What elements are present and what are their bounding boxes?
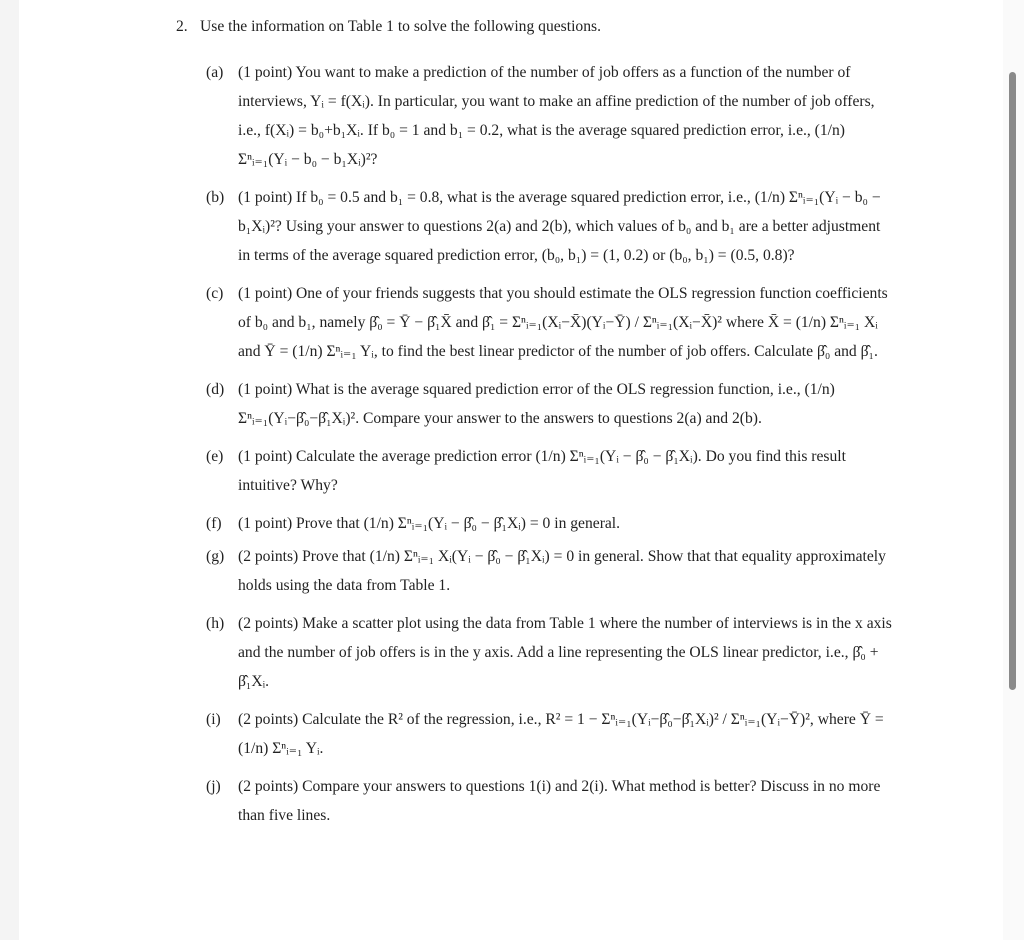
item-e — [176, 442, 896, 500]
item-label: (g) — [206, 548, 225, 565]
item-label: (h) — [206, 615, 225, 632]
item-label: (b) — [206, 189, 225, 206]
item-a — [176, 58, 896, 174]
item-label: (d) — [206, 381, 225, 398]
question-heading — [176, 12, 896, 41]
item-d — [176, 375, 896, 433]
item-label: (e) — [206, 448, 224, 465]
item-text: (2 points) Prove that (1/n) Σⁿᵢ₌₁ Xᵢ(Yᵢ − β̂₀ − β̂₁Xᵢ) = 0 in general. Show that that equality approximately holds using the data from Table 1. — [238, 548, 886, 594]
item-label: (i) — [206, 711, 221, 728]
item-text: (1 point) If b₀ = 0.5 and b₁ = 0.8, what is the average squared prediction error, i.e., (1/n) Σⁿᵢ₌₁(Yᵢ − b₀ − b₁Xᵢ)²? Using your answer to questions 2(a) and 2(b), which values of b₀ and b₁ are a better adjustment in terms of the average squared prediction error, (b₀, b₁) = (1, 0.2) or (b₀, b₁) = (0.5, 0.8)? — [238, 189, 881, 264]
item-label: (c) — [206, 285, 224, 302]
item-g — [176, 542, 896, 600]
question-content — [176, 8, 896, 839]
item-text: (2 points) Make a scatter plot using the data from Table 1 where the number of interviews is in the x axis and the number of job offers is in the y axis. Add a line representing the OLS linear predictor, i.e., β̂₀ + β̂₁Xᵢ. — [238, 615, 892, 690]
item-text: (1 point) Calculate the average prediction error (1/n) Σⁿᵢ₌₁(Yᵢ − β̂₀ − β̂₁Xᵢ). Do you find this result intuitive? Why? — [238, 448, 846, 494]
item-text: (2 points) Compare your answers to questions 1(i) and 2(i). What method is better? Discuss in no more than five lines. — [238, 778, 881, 824]
item-text: (1 point) Prove that (1/n) Σⁿᵢ₌₁(Yᵢ − β̂₀ − β̂₁Xᵢ) = 0 in general. — [238, 515, 621, 532]
item-f — [176, 509, 896, 538]
question-number: 2. — [176, 18, 188, 35]
item-b — [176, 183, 896, 270]
item-h — [176, 609, 896, 696]
item-text: (1 point) One of your friends suggests that you should estimate the OLS regression function coefficients of b₀ and b₁, namely β̂₀ = Ȳ − β̂₁X̄ and β̂₁ = Σⁿᵢ₌₁(Xᵢ−X̄)(Yᵢ−Ȳ) / Σⁿᵢ₌₁(Xᵢ−X̄)² where X̄ = (1/n) Σⁿᵢ₌₁ Xᵢ and Ȳ = (1/n) Σⁿᵢ₌₁ Yᵢ, to find the best linear predictor of the number of job offers. Calculate β̂₀ and β̂₁. — [238, 285, 888, 360]
question-title: Use the information on Table 1 to solve the following questions. — [200, 18, 601, 35]
item-label: (a) — [206, 64, 224, 81]
item-label: (f) — [206, 515, 222, 532]
scrollbar-thumb[interactable] — [1009, 72, 1016, 690]
item-c — [176, 279, 896, 366]
item-text: (1 point) You want to make a prediction of the number of job offers as a function of the number of interviews, Yᵢ = f(Xᵢ). In particular, you want to make an affine prediction of the number of job offers, i.e., f(Xᵢ) = b₀+b₁Xᵢ. If b₀ = 1 and b₁ = 0.2, what is the average squared prediction error, i.e., (1/n) Σⁿᵢ₌₁(Yᵢ − b₀ − b₁Xᵢ)²? — [238, 64, 875, 168]
item-text: (1 point) What is the average squared prediction error of the OLS regression function, i.e., (1/n) Σⁿᵢ₌₁(Yᵢ−β̂₀−β̂₁Xᵢ)². Compare your answer to the answers to questions 2(a) and 2(b). — [238, 381, 835, 427]
item-text: (2 points) Calculate the R² of the regression, i.e., R² = 1 − Σⁿᵢ₌₁(Yᵢ−β̂₀−β̂₁Xᵢ)² / Σⁿᵢ₌₁(Yᵢ−Ȳ)², where Ȳ = (1/n) Σⁿᵢ₌₁ Yᵢ. — [238, 711, 884, 757]
item-label: (j) — [206, 778, 221, 795]
item-j — [176, 772, 896, 830]
item-i — [176, 705, 896, 763]
